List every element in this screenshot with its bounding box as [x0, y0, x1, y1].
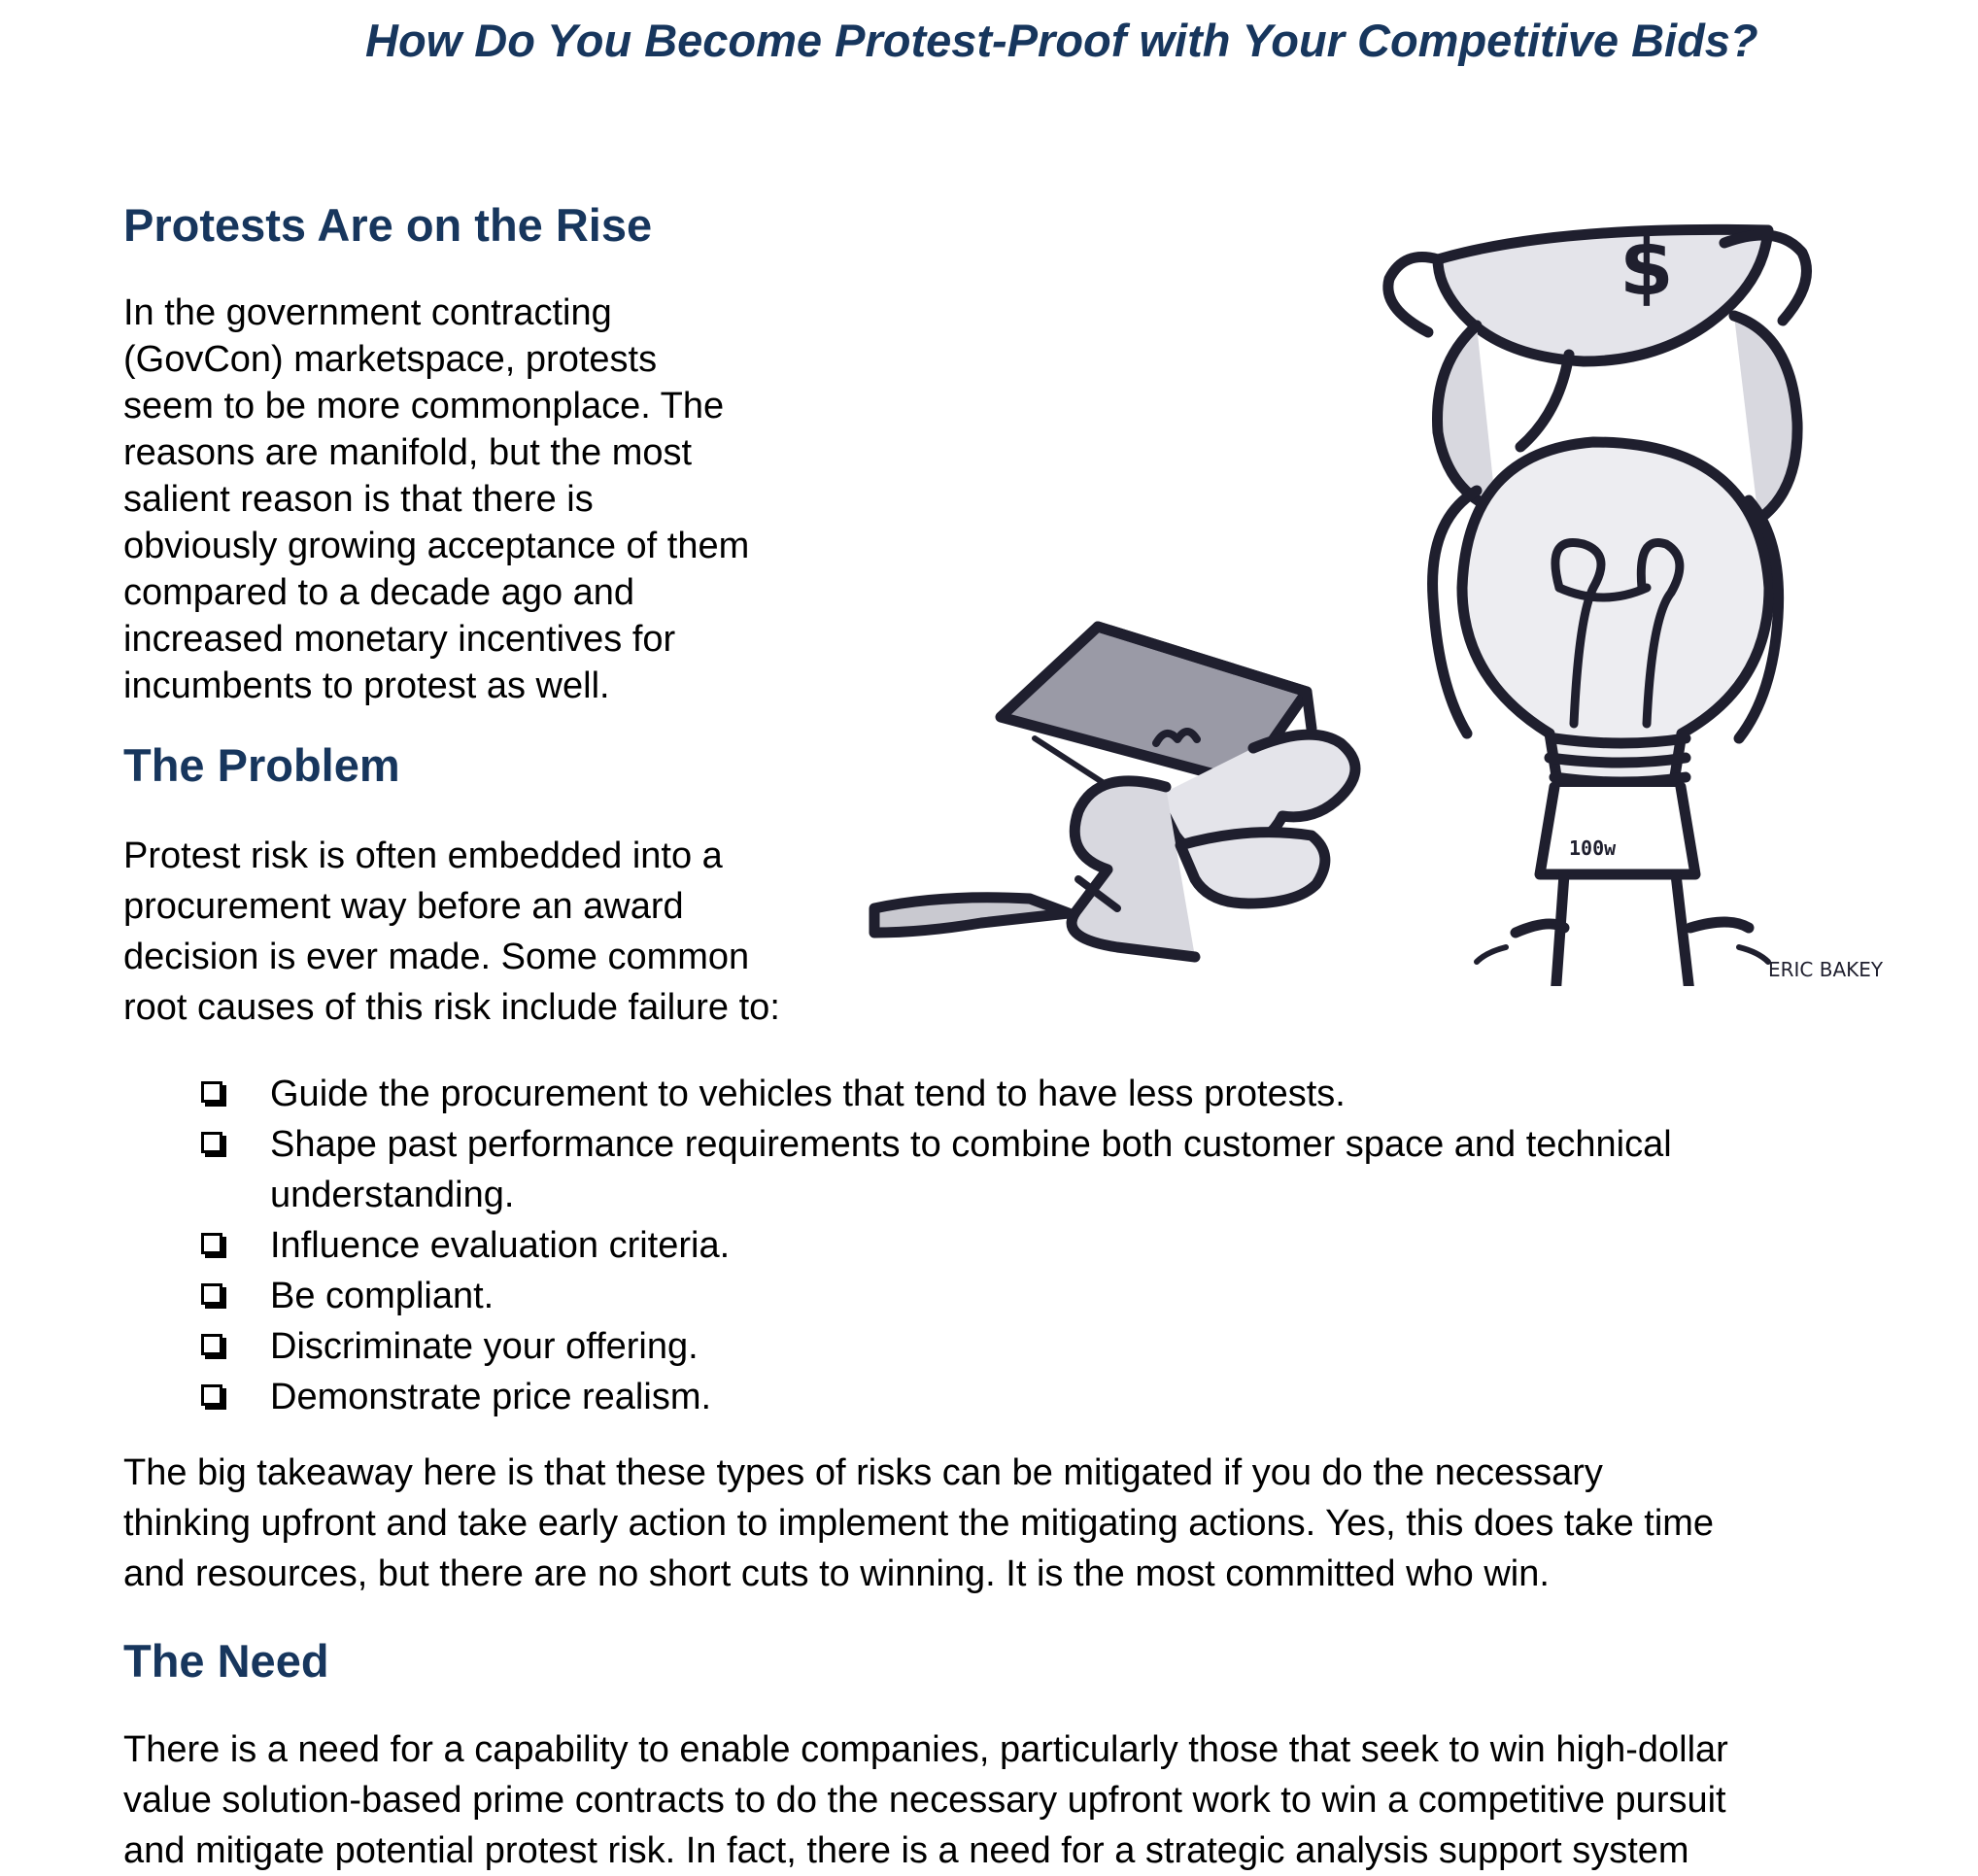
bulb-wattage-label: 100w	[1569, 836, 1617, 860]
checklist-item: Demonstrate price realism.	[199, 1372, 1851, 1422]
checklist-item: Be compliant.	[199, 1271, 1851, 1321]
paragraph-takeaway: The big takeaway here is that these types of risks can be mitigated if you do the necessary thinking upfront and take early action to implement the mitigating actions. Yes, this does take time and resources, but there are no short cuts to winning. It is the most committed who win.	[123, 1452, 1715, 1594]
dollar-sign-icon: $	[1620, 222, 1674, 313]
page-title: How Do You Become Protest-Proof with Your Competitive Bids?	[365, 15, 1758, 66]
root-cause-checklist	[199, 1069, 1851, 1422]
lightbulb-icon	[1462, 442, 1769, 782]
heading-the-need: The Need	[123, 1635, 329, 1687]
checklist-item: Influence evaluation criteria.	[199, 1220, 1851, 1271]
checklist-item: Shape past performance requirements to combine both customer space and technical understanding.	[199, 1119, 1851, 1220]
heading-the-problem: The Problem	[123, 739, 400, 791]
paragraph-the-problem: Protest risk is often embedded into a procurement way before an award decision is ever made. Some common root causes of this risk include failure to:	[123, 836, 780, 1028]
paragraph-the-need: There is a need for a capability to enable companies, particularly those that seek to win high-dollar value solution-based prime contracts to do the necessary upfront work to win a competitive pursuit and mitigate potential protest risk. In fact, there is a need for a strategic analysis support system	[123, 1729, 1728, 1871]
checklist-item: Discriminate your offering.	[199, 1321, 1851, 1372]
checkbox-bullet-icon	[201, 1283, 222, 1305]
checkbox-bullet-icon	[201, 1334, 222, 1355]
artist-signature: ERIC BAKEY	[1768, 958, 1884, 981]
checklist-item: Guide the procurement to vehicles that tend to have less protests.	[199, 1069, 1851, 1119]
cartoon-illustration	[855, 209, 1953, 986]
checkbox-bullet-icon	[201, 1132, 222, 1153]
checkbox-bullet-icon	[201, 1233, 222, 1254]
heading-protests-rise: Protests Are on the Rise	[123, 199, 653, 251]
checkbox-bullet-icon	[201, 1081, 222, 1103]
trophy-cup-icon	[1438, 229, 1768, 361]
checkbox-bullet-icon	[201, 1384, 222, 1406]
paragraph-protests-rise: In the government contracting (GovCon) marketspace, protests seem to be more commonplace. The reasons are manifold, but the most salient reason is that there is obviously growing acceptance of them compared to a decade ago and increased monetary incentives for incumbents to protest as well.	[123, 292, 750, 706]
